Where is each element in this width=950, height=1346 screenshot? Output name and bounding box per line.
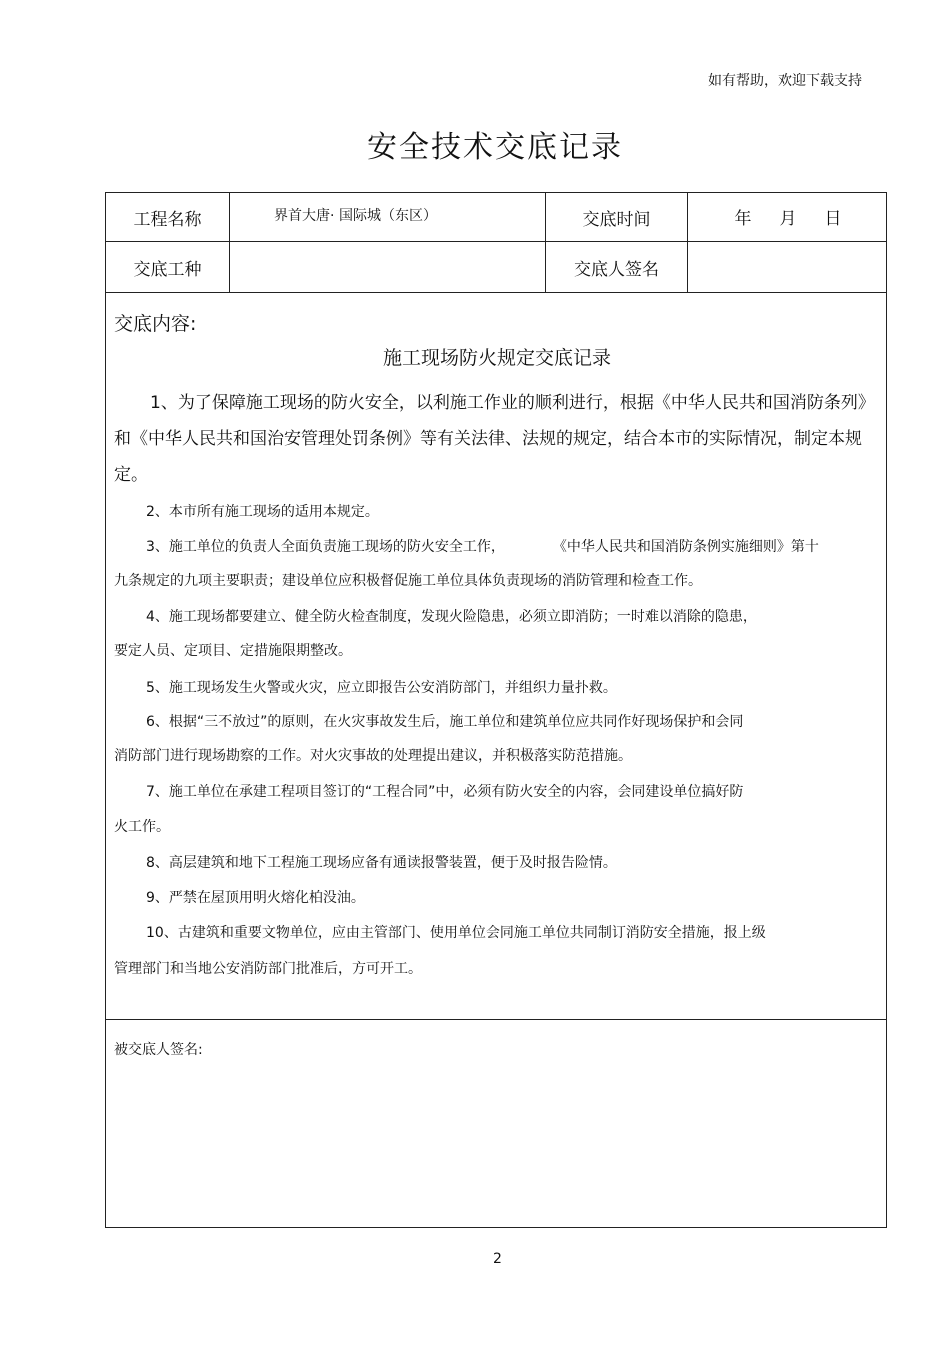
record-table [105, 192, 887, 1228]
project-name-value: 界首大唐· 国际城（东区） [274, 208, 437, 224]
paragraph-10: 10、古建筑和重要文物单位，应由主管部门、使用单位会同施工单位共同制订消防安全措施，报上级 [146, 925, 766, 941]
paragraph-2: 2、本市所有施工现场的适用本规定。 [146, 504, 379, 520]
header-note: 如有帮助，欢迎下载支持 [708, 73, 862, 89]
page-number: 2 [493, 1251, 502, 1267]
paragraph-3-continued: 九条规定的九项主要职责；建设单位应积极督促施工单位具体负责现场的消防管理和检查工作。 [114, 573, 702, 589]
paragraph-7: 7、施工单位在承建工程项目签订的“工程合同”中，必须有防火安全的内容，会同建设单位搞好防 [146, 784, 744, 800]
paragraph-3-part-a: 3、施工单位的负责人全面负责施工现场的防火安全工作， [146, 539, 505, 555]
paragraph-10-continued: 管理部门和当地公安消防部门批准后，方可开工。 [114, 961, 422, 977]
signer-label: 交底人签名 [574, 259, 659, 280]
date-day: 日 [824, 208, 842, 229]
trade-value [230, 242, 545, 292]
paragraph-3-part-b: 《中华人民共和国消防条例实施细则》第十 [552, 539, 819, 555]
paragraph-6: 6、根据“三不放过”的原则，在火灾事故发生后，施工单位和建筑单位应共同作好现场保护和会同 [146, 714, 744, 730]
paragraph-1: 1、为了保障施工现场的防火安全，以利施工作业的顺利进行，根据《中华人民共和国消防条列》和《中华人民共和国治安管理处罚条例》等有关法律、法规的规定，结合本市的实际情况，制定本规定。 [114, 393, 875, 485]
paragraph-9: 9、严禁在屋顶用明火熔化柏没油。 [146, 890, 365, 906]
paragraph-6-continued: 消防部门进行现场勘察的工作。对火灾事故的处理提出建议，并积极落实防范措施。 [114, 748, 632, 764]
paragraph-4: 4、施工现场都要建立、健全防火检查制度，发现火险隐患，必须立即消防；一时难以消除的隐患， [146, 609, 757, 625]
section-title: 施工现场防火规定交底记录 [382, 347, 611, 369]
paragraph-3 [146, 536, 819, 556]
trade-label: 交底工种 [133, 259, 202, 280]
row-divider [106, 292, 886, 293]
paragraph-8: 8、高层建筑和地下工程施工现场应备有通读报警装置，便于及时报告险情。 [146, 855, 617, 871]
time-label: 交底时间 [582, 209, 651, 230]
signer-value [688, 242, 888, 292]
document-title: 安全技术交底记录 [367, 130, 623, 165]
date-value [688, 193, 888, 239]
date-year: 年 [734, 208, 752, 229]
date-month: 月 [779, 208, 797, 229]
content-label: 交底内容: [114, 313, 197, 335]
project-name-label: 工程名称 [133, 209, 202, 230]
recipient-signature-label: 被交底人签名: [114, 1042, 203, 1058]
row-divider [106, 1019, 886, 1020]
paragraph-7-continued: 火工作。 [114, 819, 170, 835]
paragraph-4-continued: 要定人员、定项目、定措施限期整改。 [114, 643, 352, 659]
paragraph-5: 5、施工现场发生火警或火灾，应立即报告公安消防部门，并组织力量扑救。 [146, 680, 617, 696]
